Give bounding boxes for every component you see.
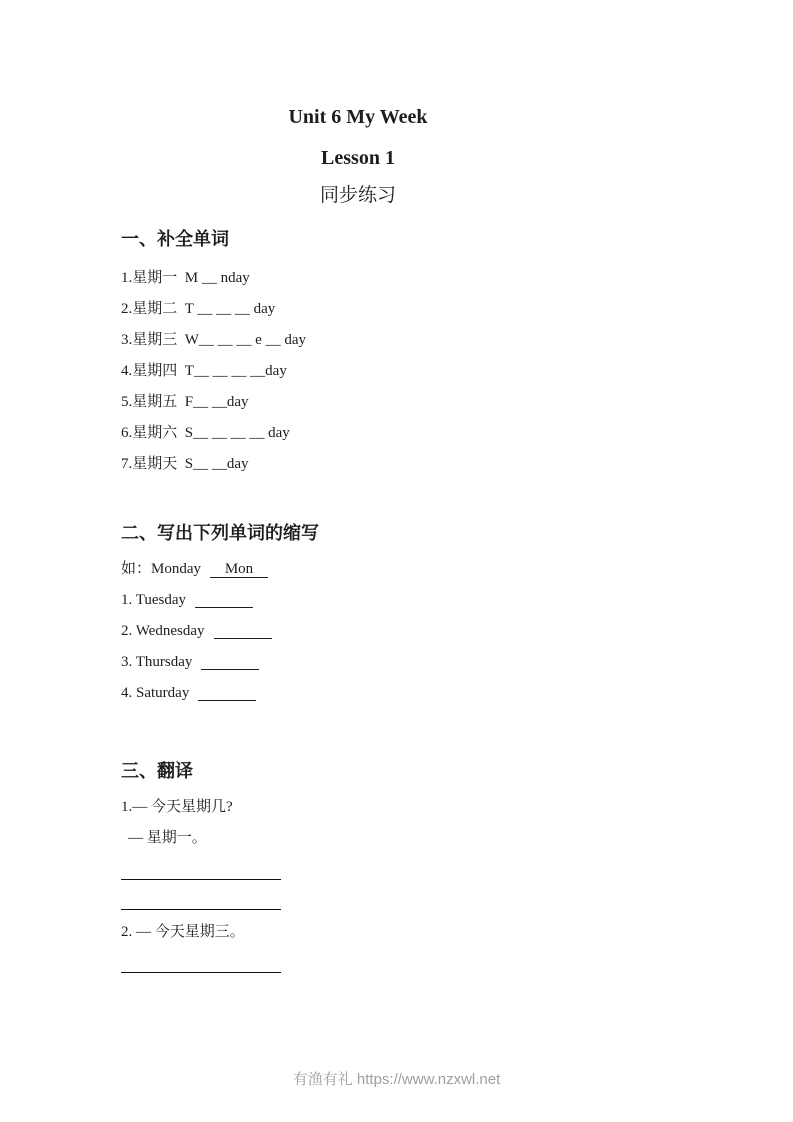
word-item-monday: 1.星期一 M __ nday xyxy=(121,270,250,286)
abbreviation-row-saturday xyxy=(121,678,595,709)
word-item-thursday: 4.星期四 T__ __ __ __day xyxy=(121,363,287,379)
footer-text: 有渔有礼 https://www.nzxwl.net xyxy=(292,1071,501,1088)
word-item-sunday: 7.星期天 S__ __day xyxy=(121,456,249,472)
answer-line xyxy=(121,972,281,973)
section3-heading: 三、翻译 xyxy=(121,761,193,781)
translation-q1-reply: — 星期一。 xyxy=(128,830,207,846)
practice-subtitle: 同步练习 xyxy=(319,185,396,206)
abbreviation-label: 1. Tuesday xyxy=(121,592,187,608)
abbreviation-row-wednesday xyxy=(121,616,595,647)
word-item-wednesday: 3.星期三 W__ __ __ e __ day xyxy=(121,332,306,348)
lesson-title: Lesson 1 xyxy=(321,147,395,169)
abbreviation-blank xyxy=(198,684,256,701)
abbreviation-blank xyxy=(195,591,253,608)
word-item-saturday: 6.星期六 S__ __ __ __ day xyxy=(121,425,290,441)
section2-heading: 二、写出下列单词的缩写 xyxy=(121,523,319,543)
abbreviation-row-tuesday xyxy=(121,585,595,616)
section1-heading: 一、补全单词 xyxy=(121,229,229,249)
page-footer xyxy=(0,1068,793,1092)
abbreviation-label: 4. Saturday xyxy=(121,685,190,701)
word-completion-list xyxy=(121,263,595,480)
translation-q2-statement: 2. — 今天星期三。 xyxy=(121,924,245,940)
abbreviation-blank xyxy=(201,653,259,670)
abbreviation-label: 3. Thursday xyxy=(121,654,193,670)
content-column xyxy=(121,0,595,973)
abbreviation-example-answer: Mon xyxy=(210,561,268,578)
translation-q1-question: 1.— 今天星期几? xyxy=(121,799,233,815)
doc-title: Unit 6 My Week xyxy=(288,106,428,128)
word-item-friday: 5.星期五 F__ __day xyxy=(121,394,249,410)
abbreviation-list xyxy=(121,554,595,709)
abbreviation-label: 2. Wednesday xyxy=(121,623,205,639)
abbreviation-example-label: 如：Monday xyxy=(121,561,201,577)
word-item-tuesday: 2.星期二 T __ __ __ day xyxy=(121,301,276,317)
abbreviation-blank xyxy=(214,622,272,639)
abbreviation-row-thursday xyxy=(121,647,595,678)
answer-line xyxy=(121,909,281,910)
answer-line xyxy=(121,879,281,880)
abbreviation-example-row xyxy=(121,554,595,585)
